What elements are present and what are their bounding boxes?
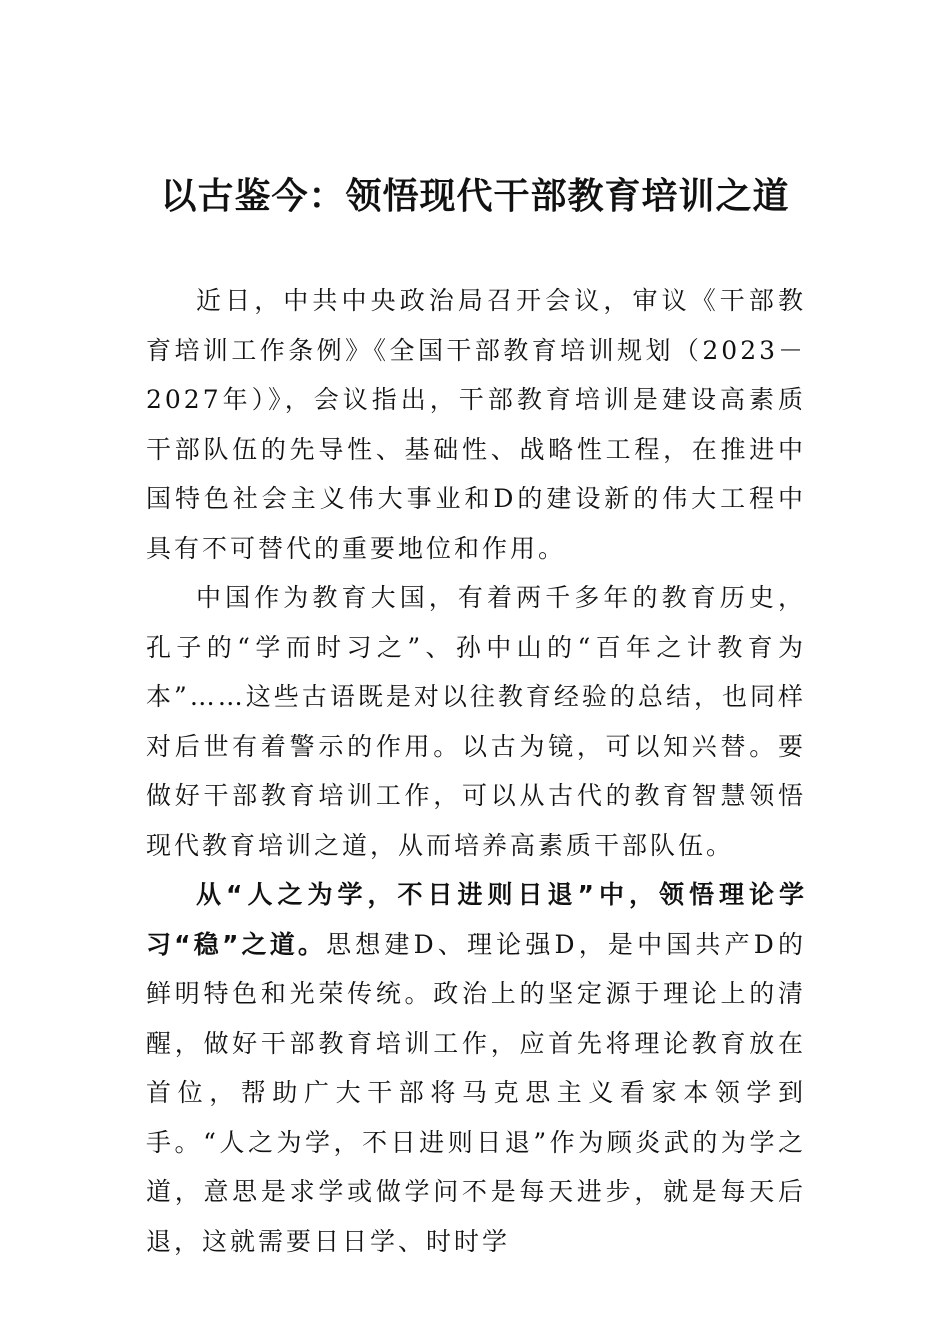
document-title: 以古鉴今：领悟现代干部教育培训之道 bbox=[160, 175, 790, 217]
document-body bbox=[146, 276, 806, 1266]
paragraph-1-text: 近日，中共中央政治局召开会议，审议《干部教育培训工作条例》《全国干部教育培训规划（2023－2027年）》，会议指出，干部教育培训是建设高素质干部队伍的先导性、基础性、战略性工程，在推进中国特色社会主义伟大事业和D的建设新的伟大工程中具有不可替代的重要地位和作用。 bbox=[146, 286, 806, 563]
paragraph-3-lead: 从“人之为学，不日进则日退”中，领悟理论学习“稳”之道。 bbox=[146, 880, 806, 959]
paragraph-3-text: 思想建D、理论强D，是中国共产D的鲜明特色和光荣传统。政治上的坚定源于理论上的清醒，做好干部教育培训工作，应首先将理论教育放在首位，帮助广大干部将马克思主义看家本领学到手。“人之为学，不日进则日退”作为顾炎武的为学之道，意思是求学或做学问不是每天进步，就是每天后退，这就需要日日学、时时学 bbox=[146, 929, 806, 1256]
paragraph-1 bbox=[146, 276, 806, 573]
paragraph-2-text: 中国作为教育大国，有着两千多年的教育历史，孔子的“学而时习之”、孙中山的“百年之计教育为本”……这些古语既是对以往教育经验的总结，也同样对后世有着警示的作用。以古为镜，可以知兴替。要做好干部教育培训工作，可以从古代的教育智慧领悟现代教育培训之道，从而培养高素质干部队伍。 bbox=[146, 583, 806, 860]
paragraph-3 bbox=[146, 870, 806, 1266]
paragraph-2 bbox=[146, 573, 806, 870]
